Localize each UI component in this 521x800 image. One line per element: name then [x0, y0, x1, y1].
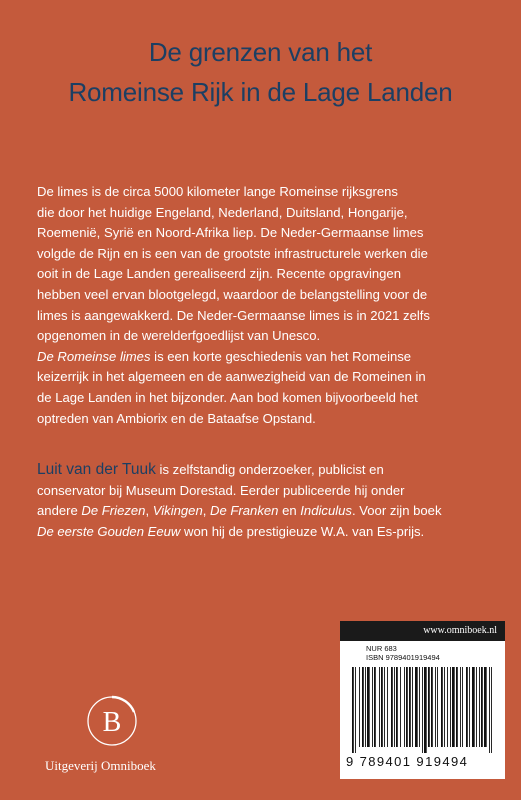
svg-text:B: B — [102, 707, 122, 738]
isbn-text: ISBN 9789401919494 — [366, 653, 440, 662]
author-line-2: conservator bij Museum Dorestad. Eerder publiceerde hij onder — [37, 482, 405, 498]
text-segment: , — [145, 503, 153, 519]
barcode-bar — [491, 667, 492, 753]
barcode-bar — [412, 667, 413, 747]
barcode-bar — [379, 667, 380, 747]
barcode-bar — [435, 667, 436, 747]
blurb-line: opgenomen in de werelderfgoedlijst van Unesco. — [37, 328, 321, 344]
blurb-paragraph-1 — [37, 182, 487, 347]
barcode-bar — [406, 667, 408, 747]
barcode-bar — [441, 667, 443, 747]
barcode-digits: 9 789401 919494 — [346, 754, 469, 769]
book-title-italic: De Franken — [210, 503, 279, 519]
barcode-bar — [428, 667, 430, 747]
barcode-bar — [460, 667, 461, 747]
text-segment: won hij de prestigieuze W.A. van Es-prijs. — [180, 523, 425, 539]
barcode-bar — [381, 667, 383, 747]
barcode-bar — [481, 667, 483, 747]
author-line-4 — [37, 522, 487, 543]
blurb-line: de Lage Landen in het bijzonder. Aan bod komen bijvoorbeeld het — [37, 389, 418, 405]
barcode-bar — [472, 667, 475, 747]
barcode-bar — [374, 667, 376, 747]
blurb-line: limes is aangewakkerd. De Neder-Germaanse limes is in 2021 zelfs — [37, 307, 430, 323]
barcode-bar — [367, 667, 370, 747]
blurb-line: hebben veel ervan blootgelegd, waardoor de belangstelling voor de — [37, 286, 428, 302]
nur-code: NUR 683 — [366, 644, 397, 653]
blurb-text — [37, 182, 487, 429]
cover-title — [0, 32, 521, 112]
isbn-barcode-box — [340, 621, 505, 779]
book-title-italic: De eerste Gouden Eeuw — [37, 523, 181, 539]
barcode-bar — [479, 667, 480, 747]
barcode-bar — [462, 667, 463, 747]
barcode-meta — [340, 641, 505, 662]
book-title-italic: De Friezen — [81, 503, 146, 519]
author-bio — [37, 460, 487, 542]
barcode-bar — [404, 667, 405, 747]
author-line-1 — [37, 460, 487, 481]
barcode-bar — [352, 667, 354, 753]
text-segment: andere — [37, 503, 82, 519]
blurb-paragraph-2 — [37, 347, 487, 429]
blurb-line: Roemenië, Syrië en Noord-Afrika liep. De Neder-Germaanse limes — [37, 225, 424, 241]
book-title-italic: Vikingen — [152, 503, 203, 519]
barcode-bar — [409, 667, 411, 747]
barcode-bar — [415, 667, 418, 747]
text-segment: , — [202, 503, 211, 519]
barcode-bar — [484, 667, 487, 747]
blurb-line: optreden van Ambiorix en de Bataafse Opstand. — [37, 410, 316, 426]
barcode-bar — [372, 667, 373, 747]
barcode-bar — [452, 667, 455, 747]
barcode-bar — [489, 667, 490, 753]
barcode-bar — [431, 667, 433, 747]
barcode-bar — [400, 667, 401, 747]
publisher-name: Uitgeverij Omniboek — [45, 758, 156, 773]
book-title-italic: De Romeinse limes — [37, 348, 151, 364]
barcode-bar — [359, 667, 360, 747]
barcode-bar — [437, 667, 438, 747]
blurb-line: ooit in de Lage Landen gerealiseerd zijn. Recente opgravingen — [37, 266, 401, 282]
barcode-bar — [422, 667, 423, 753]
barcode-bar — [456, 667, 458, 747]
author-line-1-rest: is zelfstandig onderzoeker, publicist en — [155, 462, 384, 477]
blurb-line: die door het huidige Engeland, Nederland, Duitsland, Hongarije, — [37, 204, 408, 220]
blurb-line: keizerrijk in het algemeen en de aanwezigheid van de Romeinen in — [37, 369, 426, 385]
text-segment: . Voor zijn boek — [351, 503, 442, 519]
barcode-bar — [396, 667, 398, 747]
author-line-3 — [37, 501, 487, 522]
barcode-bar — [476, 667, 477, 747]
barcode-bar — [450, 667, 451, 747]
barcode-bar — [355, 667, 356, 753]
barcode-bar — [424, 667, 427, 753]
barcode-bar — [469, 667, 470, 747]
barcode-bar — [444, 667, 445, 747]
publisher-url: www.omniboek.nl — [340, 621, 505, 641]
title-line-1: De grenzen van het — [148, 37, 373, 67]
barcode-bar — [384, 667, 385, 747]
book-title-italic: Indiculus — [300, 503, 352, 519]
blurb-line: volgde de Rijn en is een van de grootste infrastructurele werken die — [37, 245, 428, 261]
barcode-bar — [447, 667, 448, 747]
barcode-bar — [419, 667, 420, 747]
barcode-bar — [391, 667, 393, 747]
blurb-line-rest: is een korte geschiedenis van het Romeinse — [150, 348, 412, 364]
title-line-2: Romeinse Rijk in de Lage Landen — [68, 77, 453, 107]
blurb-line — [37, 347, 487, 368]
blurb-line: De limes is de circa 5000 kilometer lange Romeinse rijksgrens — [37, 184, 398, 199]
omniboek-logo-icon — [81, 690, 143, 752]
barcode-bars — [352, 667, 494, 753]
barcode-bar — [365, 667, 366, 747]
barcode-bar — [362, 667, 364, 747]
text-segment: en — [278, 503, 301, 519]
author-name: Luit van der Tuuk — [37, 461, 156, 478]
barcode-bar — [387, 667, 388, 747]
barcode-bar — [466, 667, 468, 747]
barcode-bar — [394, 667, 395, 747]
